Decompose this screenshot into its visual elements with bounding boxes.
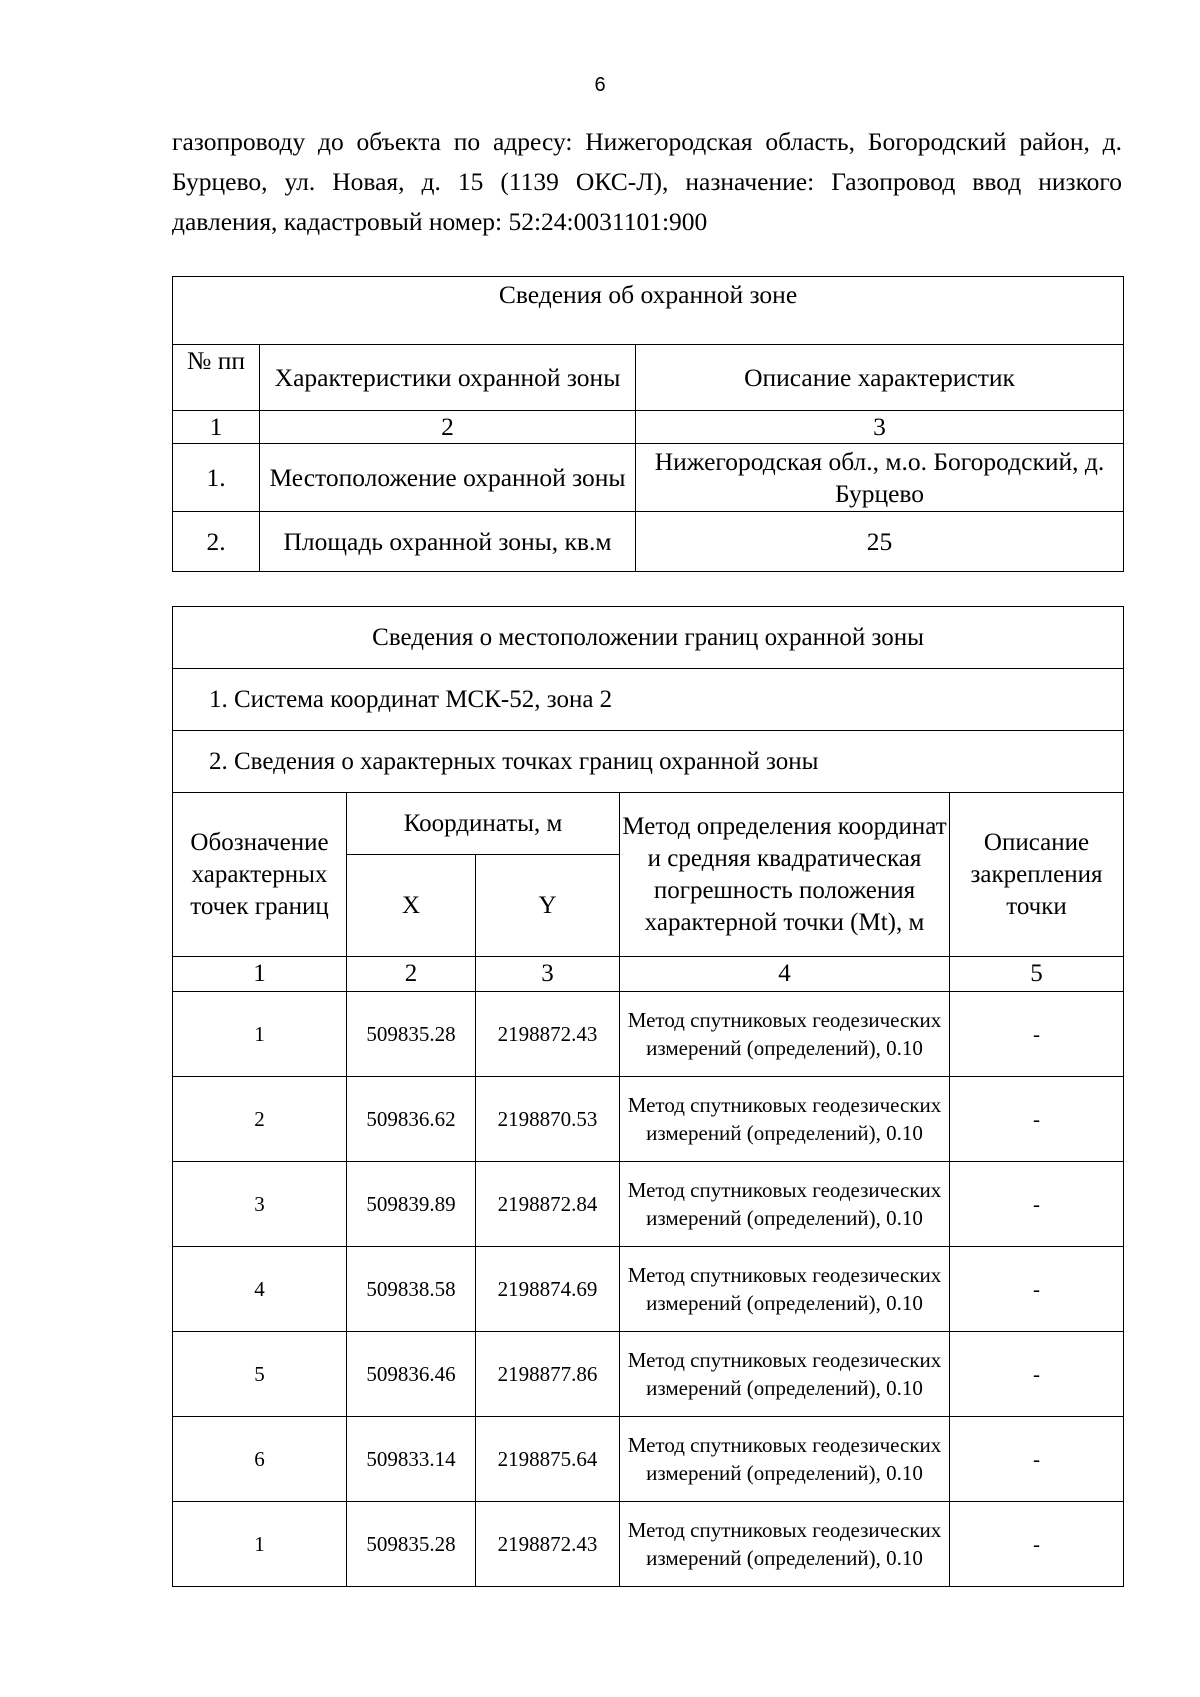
point-y: 2198870.53 xyxy=(476,1077,620,1162)
point-method: Метод спутниковых геодезических измерений (определений), 0.10 xyxy=(620,992,950,1077)
table-row xyxy=(173,1332,1124,1417)
zone-row-characteristic: Площадь охранной зоны, кв.м xyxy=(260,512,636,572)
point-method: Метод спутниковых геодезических измерений (определений), 0.10 xyxy=(620,1077,950,1162)
table-row xyxy=(173,512,1124,572)
point-x: 509836.62 xyxy=(347,1077,476,1162)
point-number: 5 xyxy=(173,1332,347,1417)
point-y: 2198872.43 xyxy=(476,992,620,1077)
point-number: 6 xyxy=(173,1417,347,1502)
point-y: 2198874.69 xyxy=(476,1247,620,1332)
table-row xyxy=(173,1162,1124,1247)
point-y: 2198875.64 xyxy=(476,1417,620,1502)
zone-row-number: 1. xyxy=(173,444,260,512)
header-x: X xyxy=(347,855,476,957)
point-x: 509838.58 xyxy=(347,1247,476,1332)
point-x: 509839.89 xyxy=(347,1162,476,1247)
table-row xyxy=(173,1077,1124,1162)
point-method: Метод спутниковых геодезических измерений (определений), 0.10 xyxy=(620,1247,950,1332)
point-description: - xyxy=(950,992,1124,1077)
zone-header-characteristics: Характеристики охранной зоны xyxy=(260,345,636,411)
coords-table-title: Сведения о местоположении границ охранной зоны xyxy=(173,607,1124,669)
table-row xyxy=(173,1502,1124,1587)
point-method: Метод спутниковых геодезических измерений (определений), 0.10 xyxy=(620,1502,950,1587)
table-row xyxy=(173,1417,1124,1502)
coords-index-cell: 4 xyxy=(620,957,950,992)
zone-header-description: Описание характеристик xyxy=(636,345,1124,411)
table-row xyxy=(173,992,1124,1077)
boundary-coordinates-table xyxy=(172,606,1124,1587)
point-description: - xyxy=(950,1247,1124,1332)
point-description: - xyxy=(950,1162,1124,1247)
zone-index-cell: 3 xyxy=(636,411,1124,444)
point-x: 509833.14 xyxy=(347,1417,476,1502)
coords-index-cell: 1 xyxy=(173,957,347,992)
points-title: 2. Сведения о характерных точках границ охранной зоны xyxy=(173,731,1124,793)
zone-row-characteristic: Местоположение охранной зоны xyxy=(260,444,636,512)
header-method: Метод определения координат и средняя квадратическая погрешность положения характерной точки (Mt), м xyxy=(620,793,950,957)
page-number: 6 xyxy=(594,74,606,96)
zone-header-number: № пп xyxy=(173,345,260,411)
coords-index-cell: 2 xyxy=(347,957,476,992)
point-x: 509835.28 xyxy=(347,992,476,1077)
zone-row-value: Нижегородская обл., м.о. Богородский, д. Бурцево xyxy=(636,444,1124,512)
zone-index-cell: 1 xyxy=(173,411,260,444)
header-coordinates: Координаты, м xyxy=(347,793,620,855)
point-number: 4 xyxy=(173,1247,347,1332)
coords-index-cell: 5 xyxy=(950,957,1124,992)
zone-row-value: 25 xyxy=(636,512,1124,572)
point-y: 2198877.86 xyxy=(476,1332,620,1417)
header-y: Y xyxy=(476,855,620,957)
point-description: - xyxy=(950,1502,1124,1587)
intro-paragraph: газопроводу до объекта по адресу: Нижегородская область, Богородский район, д. Бурцево, ул. Новая, д. 15 (1139 ОКС-Л), назначение: Газопровод ввод низкого давления, кадастровый номер: 52:24:0031101:900 xyxy=(172,127,1122,236)
point-number: 1 xyxy=(173,1502,347,1587)
point-method: Метод спутниковых геодезических измерений (определений), 0.10 xyxy=(620,1332,950,1417)
point-number: 2 xyxy=(173,1077,347,1162)
point-x: 509835.28 xyxy=(347,1502,476,1587)
zone-index-cell: 2 xyxy=(260,411,636,444)
zone-table-title: Сведения об охранной зоне xyxy=(173,277,1124,345)
coords-index-cell: 3 xyxy=(476,957,620,992)
point-description: - xyxy=(950,1332,1124,1417)
point-number: 3 xyxy=(173,1162,347,1247)
protection-zone-table xyxy=(172,276,1124,572)
point-description: - xyxy=(950,1417,1124,1502)
point-y: 2198872.43 xyxy=(476,1502,620,1587)
point-method: Метод спутниковых геодезических измерений (определений), 0.10 xyxy=(620,1417,950,1502)
header-point-designation: Обозначение характерных точек границ xyxy=(173,793,347,957)
point-number: 1 xyxy=(173,992,347,1077)
zone-row-number: 2. xyxy=(173,512,260,572)
point-x: 509836.46 xyxy=(347,1332,476,1417)
table-row xyxy=(173,1247,1124,1332)
header-fixing-description: Описание закрепления точки xyxy=(950,793,1124,957)
table-row xyxy=(173,444,1124,512)
coordinate-system: 1. Система координат МСК-52, зона 2 xyxy=(173,669,1124,731)
point-method: Метод спутниковых геодезических измерений (определений), 0.10 xyxy=(620,1162,950,1247)
point-description: - xyxy=(950,1077,1124,1162)
point-y: 2198872.84 xyxy=(476,1162,620,1247)
